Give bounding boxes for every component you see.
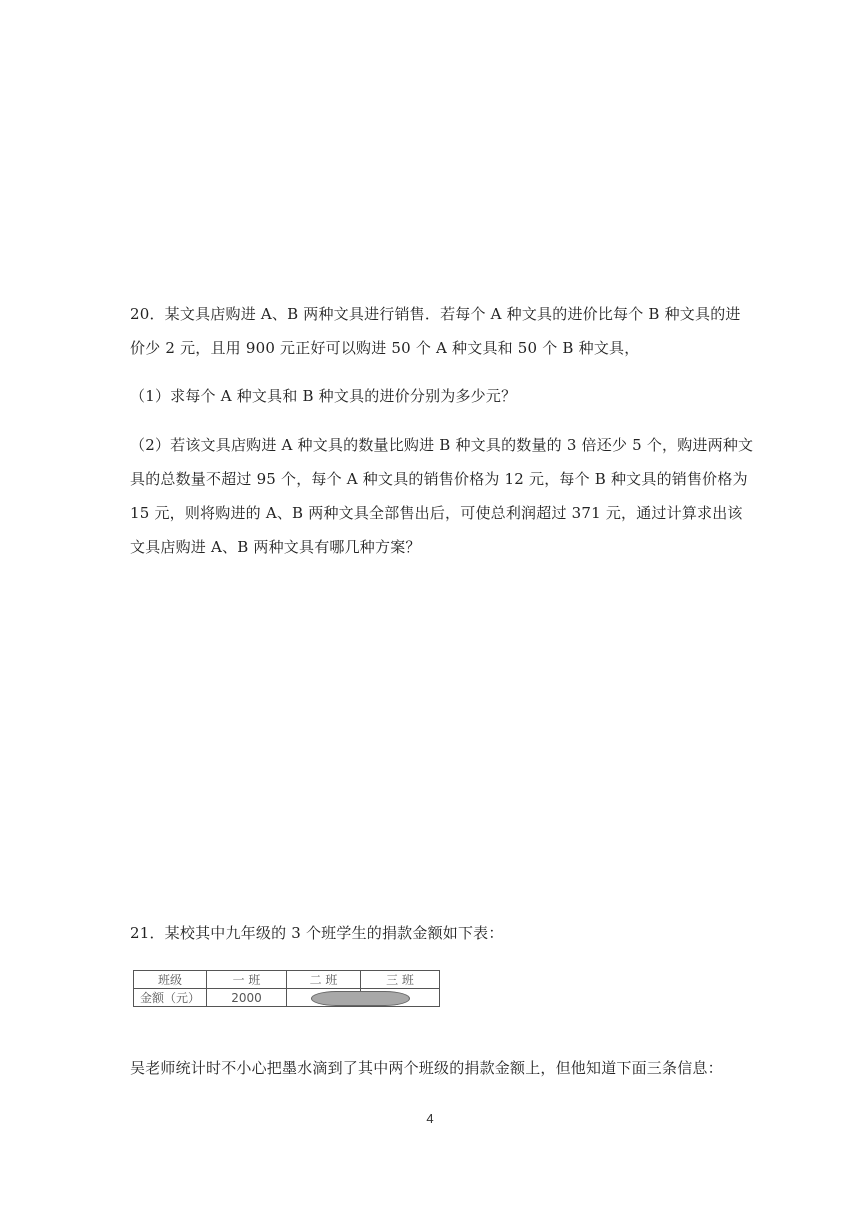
q20-line-2: 价少 2 元，且用 900 元正好可以购进 50 个 A 种文具和 50 个 B 种文具， bbox=[130, 339, 640, 357]
table-row-label: 金额（元） bbox=[134, 989, 207, 1007]
table-row bbox=[134, 989, 440, 1007]
q21-intro: 21．某校其中九年级的 3 个班学生的捐款金额如下表： bbox=[130, 924, 504, 942]
table-header-cell: 班级 bbox=[134, 971, 207, 989]
q20-part-2-line-1: （2）若该文具店购进 A 种文具的数量比购进 B 种文具的数量的 3 倍还少 5 个，购进两种文 bbox=[130, 436, 754, 454]
table-header-cell: 一 班 bbox=[207, 971, 287, 989]
table-header-row bbox=[134, 971, 440, 989]
q21-after-table: 吴老师统计时不小心把墨水滴到了其中两个班级的捐款金额上，但他知道下面三条信息： bbox=[130, 1059, 723, 1077]
page-number: 4 bbox=[426, 1111, 434, 1126]
ink-blot-left bbox=[311, 991, 361, 1006]
q20-part-2-line-3: 15 元，则将购进的 A、B 两种文具全部售出后，可使总利润超过 371 元，通过计算求出该 bbox=[130, 504, 743, 522]
q20-part-1: （1）求每个 A 种文具和 B 种文具的进价分别为多少元？ bbox=[130, 387, 517, 405]
table-cell-class-3-amount bbox=[361, 989, 440, 1007]
q20-part-2-line-2: 具的总数量不超过 95 个，每个 A 种文具的销售价格为 12 元，每个 B 种文具的销售价格为 bbox=[130, 470, 748, 488]
q20-part-2-line-4: 文具店购进 A、B 两种文具有哪几种方案？ bbox=[130, 538, 421, 556]
table-header-cell: 二 班 bbox=[287, 971, 361, 989]
table-cell-class-1-amount: 2000 bbox=[207, 989, 287, 1007]
donation-table bbox=[133, 970, 440, 1007]
table-cell-class-2-amount bbox=[287, 989, 361, 1007]
q20-line-1: 20．某文具店购进 A、B 两种文具进行销售．若每个 A 种文具的进价比每个 B 种文具的进 bbox=[130, 305, 741, 323]
ink-blot-right bbox=[360, 991, 410, 1006]
table-header-cell: 三 班 bbox=[361, 971, 440, 989]
